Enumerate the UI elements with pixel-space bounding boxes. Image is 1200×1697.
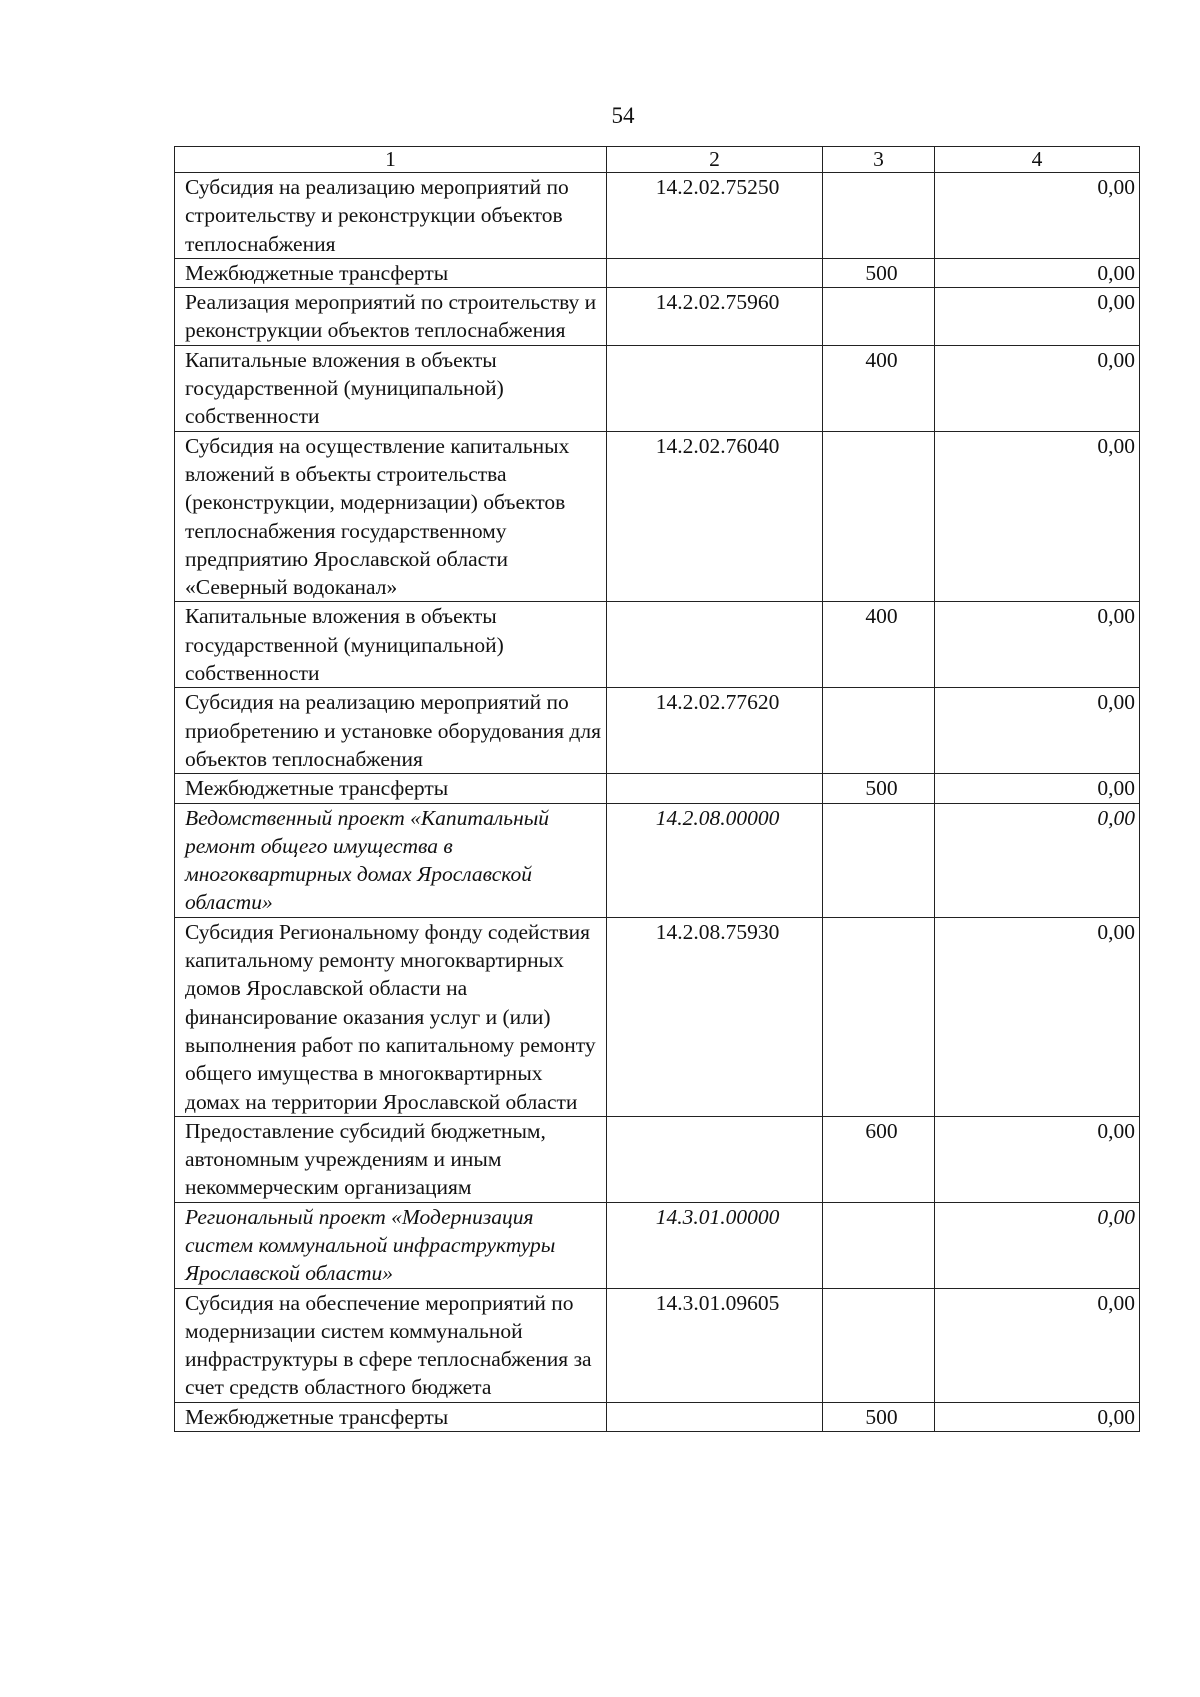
row-type bbox=[823, 917, 935, 1116]
row-sum: 0,00 bbox=[935, 774, 1140, 803]
row-sum: 0,00 bbox=[935, 1116, 1140, 1202]
row-name: Межбюджетные трансферты bbox=[175, 258, 607, 287]
table-row bbox=[175, 1288, 1140, 1402]
row-type bbox=[823, 173, 935, 259]
table-row bbox=[175, 345, 1140, 431]
row-name: Субсидия на реализацию мероприятий по приобретению и установке оборудования для объектов теплоснабжения bbox=[175, 688, 607, 774]
row-code: 14.2.02.76040 bbox=[607, 431, 823, 602]
row-type: 600 bbox=[823, 1116, 935, 1202]
row-name: Межбюджетные трансферты bbox=[175, 774, 607, 803]
row-type: 500 bbox=[823, 774, 935, 803]
row-code bbox=[607, 1402, 823, 1431]
budget-table bbox=[174, 146, 1140, 1432]
row-name: Капитальные вложения в объекты государственной (муниципальной) собственности bbox=[175, 602, 607, 688]
row-sum: 0,00 bbox=[935, 345, 1140, 431]
row-type bbox=[823, 1288, 935, 1402]
row-name: Региональный проект «Модернизация систем коммунальной инфраструктуры Ярославской области» bbox=[175, 1202, 607, 1288]
row-name: Капитальные вложения в объекты государственной (муниципальной) собственности bbox=[175, 345, 607, 431]
row-sum: 0,00 bbox=[935, 431, 1140, 602]
table-row bbox=[175, 1402, 1140, 1431]
row-type: 400 bbox=[823, 602, 935, 688]
row-sum: 0,00 bbox=[935, 1288, 1140, 1402]
table-row bbox=[175, 688, 1140, 774]
row-name: Субсидия на осуществление капитальных вложений в объекты строительства (реконструкции, модернизации) объектов теплоснабжения государственному предприятию Ярославской области «Северный водоканал» bbox=[175, 431, 607, 602]
header-col-4: 4 bbox=[935, 147, 1140, 173]
table-row bbox=[175, 173, 1140, 259]
row-name: Межбюджетные трансферты bbox=[175, 1402, 607, 1431]
row-sum: 0,00 bbox=[935, 688, 1140, 774]
row-code: 14.3.01.09605 bbox=[607, 1288, 823, 1402]
row-name: Субсидия на обеспечение мероприятий по модернизации систем коммунальной инфраструктуры в сфере теплоснабжения за счет средств областного бюджета bbox=[175, 1288, 607, 1402]
row-code: 14.2.08.75930 bbox=[607, 917, 823, 1116]
header-col-2: 2 bbox=[607, 147, 823, 173]
row-code bbox=[607, 258, 823, 287]
row-type bbox=[823, 288, 935, 346]
row-type bbox=[823, 1202, 935, 1288]
row-name: Предоставление субсидий бюджетным, автономным учреждениям и иным некоммерческим организациям bbox=[175, 1116, 607, 1202]
row-type bbox=[823, 431, 935, 602]
row-name: Реализация мероприятий по строительству и реконструкции объектов теплоснабжения bbox=[175, 288, 607, 346]
table-row bbox=[175, 431, 1140, 602]
row-sum: 0,00 bbox=[935, 803, 1140, 917]
row-code: 14.2.02.75250 bbox=[607, 173, 823, 259]
row-type: 400 bbox=[823, 345, 935, 431]
table-row bbox=[175, 1202, 1140, 1288]
table-row bbox=[175, 288, 1140, 346]
table-row bbox=[175, 258, 1140, 287]
table-header-row bbox=[175, 147, 1140, 173]
row-sum: 0,00 bbox=[935, 1202, 1140, 1288]
row-name: Субсидия Региональному фонду содействия капитальному ремонту многоквартирных домов Ярославской области на финансирование оказания услуг и (или) выполнения работ по капитальному ремонту общего имущества в многоквартирных домах на территории Ярославской области bbox=[175, 917, 607, 1116]
row-type bbox=[823, 803, 935, 917]
row-code bbox=[607, 774, 823, 803]
table-row bbox=[175, 1116, 1140, 1202]
header-col-3: 3 bbox=[823, 147, 935, 173]
row-sum: 0,00 bbox=[935, 258, 1140, 287]
table-row bbox=[175, 803, 1140, 917]
row-name: Субсидия на реализацию мероприятий по строительству и реконструкции объектов теплоснабжения bbox=[175, 173, 607, 259]
header-col-1: 1 bbox=[175, 147, 607, 173]
table-row bbox=[175, 774, 1140, 803]
row-code bbox=[607, 1116, 823, 1202]
row-sum: 0,00 bbox=[935, 602, 1140, 688]
row-code: 14.2.08.00000 bbox=[607, 803, 823, 917]
row-sum: 0,00 bbox=[935, 1402, 1140, 1431]
page-number: 54 bbox=[611, 103, 635, 128]
row-name: Ведомственный проект «Капитальный ремонт общего имущества в многоквартирных домах Ярославской области» bbox=[175, 803, 607, 917]
row-sum: 0,00 bbox=[935, 917, 1140, 1116]
row-code: 14.3.01.00000 bbox=[607, 1202, 823, 1288]
row-type: 500 bbox=[823, 1402, 935, 1431]
row-code bbox=[607, 345, 823, 431]
row-code: 14.2.02.77620 bbox=[607, 688, 823, 774]
row-code: 14.2.02.75960 bbox=[607, 288, 823, 346]
row-type bbox=[823, 688, 935, 774]
row-type: 500 bbox=[823, 258, 935, 287]
table-row bbox=[175, 602, 1140, 688]
row-code bbox=[607, 602, 823, 688]
table-row bbox=[175, 917, 1140, 1116]
row-sum: 0,00 bbox=[935, 288, 1140, 346]
row-sum: 0,00 bbox=[935, 173, 1140, 259]
